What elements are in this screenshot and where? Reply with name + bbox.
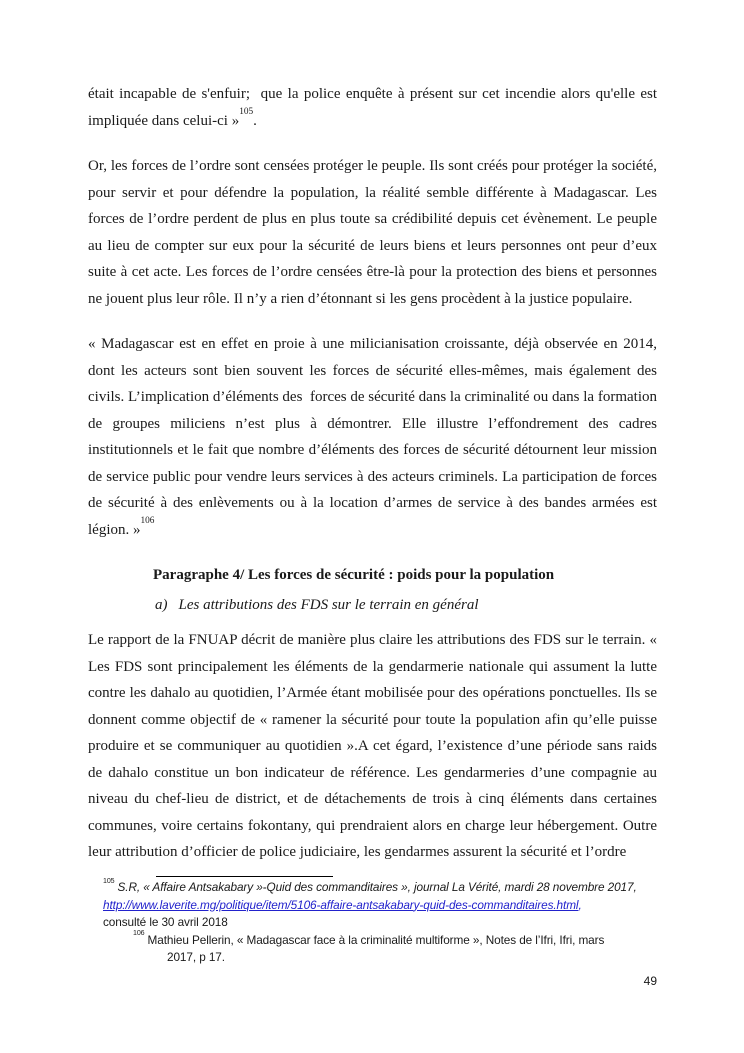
subsection-marker: a) xyxy=(155,596,168,613)
footnote-105-line-3 xyxy=(103,914,659,932)
subsection-title: Les attributions des FDS sur le terrain en général xyxy=(178,596,479,613)
footnote-106-line-2: 2017, p 17. xyxy=(167,950,225,964)
paragraph-citation-milicianisation xyxy=(88,331,657,543)
main-text-block xyxy=(88,81,657,866)
subsection-heading-a xyxy=(155,592,657,619)
footnote-105-citation: S.R, « Affaire Antsakabary »-Quid des commanditaires », journal La Vérité, mardi 28 novembre 2017, xyxy=(117,880,637,894)
footnote-separator xyxy=(156,876,333,877)
footnote-106-number: 106 xyxy=(133,929,145,938)
paragraph-forces-ordre: Or, les forces de l’ordre sont censées protéger le peuple. Ils sont créés pour protéger la société, pour servir et pour défendre la population, la réalité semble différente à Madagascar. Les forces de l’ordre perdent de plus en plus toute sa crédibilité depuis cet évènement. Le peuple au lieu de compter sur eux pour la sécurité de leurs biens et leurs personnes ont peur d’eux suite à cet acte. Les forces de l’ordre censées être-là pour la protection des biens et personnes ne jouent plus leur rôle. Il n’y a rien d’étonnant si les gens procèdent à la justice populaire. xyxy=(88,158,657,307)
footnote-106 xyxy=(133,929,659,967)
paragraph-citation-text: « Madagascar est en effet en proie à une milicianisation croissante, déjà observée en 2014, dont les acteurs sont bien souvent les forces de sécurité elles-mêmes, mais également des civils. L’implication d’éléments des forces de sécurité dans la criminalité ou dans la formation de groupes miliciens n’est plus à démontrer. Elle illustre l’effondrement des cadres institutionnels et le fait que nombre d’éléments des forces de sécurité détournent leur mission de service public pour vendre leurs services à des acteurs criminels. La participation de forces de sécurité à des enlèvements ou à la location d’armes de service à des bandes armées est légion. » xyxy=(88,336,657,538)
paragraph-rapport-fnuap: Le rapport de la FNUAP décrit de manière plus claire les attributions des FDS sur le terrain. « Les FDS sont principalement les éléments de la gendarmerie nationale qui assument la lutte contre les dahalo au quotidien, l’Armée étant mobilisée pour des opérations ponctuelles. Ils se donnent comme objectif de « ramener la sécurité pour toute la population afin qu’elle puisse produire et se communiquer au quotidien ».A cet égard, l’existence d’une période sans raids de dahalo constitue un bon indicateur de référence. Les gendarmeries d’une compagnie au niveau du chef-lieu de district, et de détachements de trois à cinq éléments dans certaines communes, voire certains fokontany, qui prendraient alors en charge leur hébergement. Outre leur attribution d’officier de police judiciaire, les gendarmes assurent la sécurité et l’ordre xyxy=(88,632,657,860)
page-number: 49 xyxy=(643,974,657,988)
footnote-105-consulted: consulté le 30 avril 2018 xyxy=(103,915,228,929)
footnote-ref-106: 106 xyxy=(140,516,155,527)
footnote-105 xyxy=(103,876,659,932)
footnote-ref-105: 105 xyxy=(239,107,254,118)
paragraph-incendie-period: . xyxy=(253,112,257,129)
footnote-106-line-1 xyxy=(133,929,659,950)
footnote-106-citation: Mathieu Pellerin, « Madagascar face à la criminalité multiforme », Notes de l’Ifri, Ifri, mars xyxy=(147,932,605,947)
paragraph-incendie xyxy=(88,81,657,134)
footnote-105-link-comma: , xyxy=(578,897,582,912)
footnote-105-line-2 xyxy=(103,897,659,915)
paragraph-incendie-text: était incapable de s'enfuir; que la police enquête à présent sur cet incendie alors qu'elle est impliquée dans celui-ci » xyxy=(88,86,657,129)
footnote-105-line-1 xyxy=(103,876,659,897)
section-heading-paragraphe-4: Paragraphe 4/ Les forces de sécurité : poids pour la population xyxy=(153,567,555,583)
footnote-105-link[interactable]: http://www.laverite.mg/politique/item/5106-affaire-antsakabary-quid-des-commanditaires.html xyxy=(103,897,579,912)
footnotes-section xyxy=(103,876,659,967)
footnote-105-number: 105 xyxy=(103,876,115,885)
